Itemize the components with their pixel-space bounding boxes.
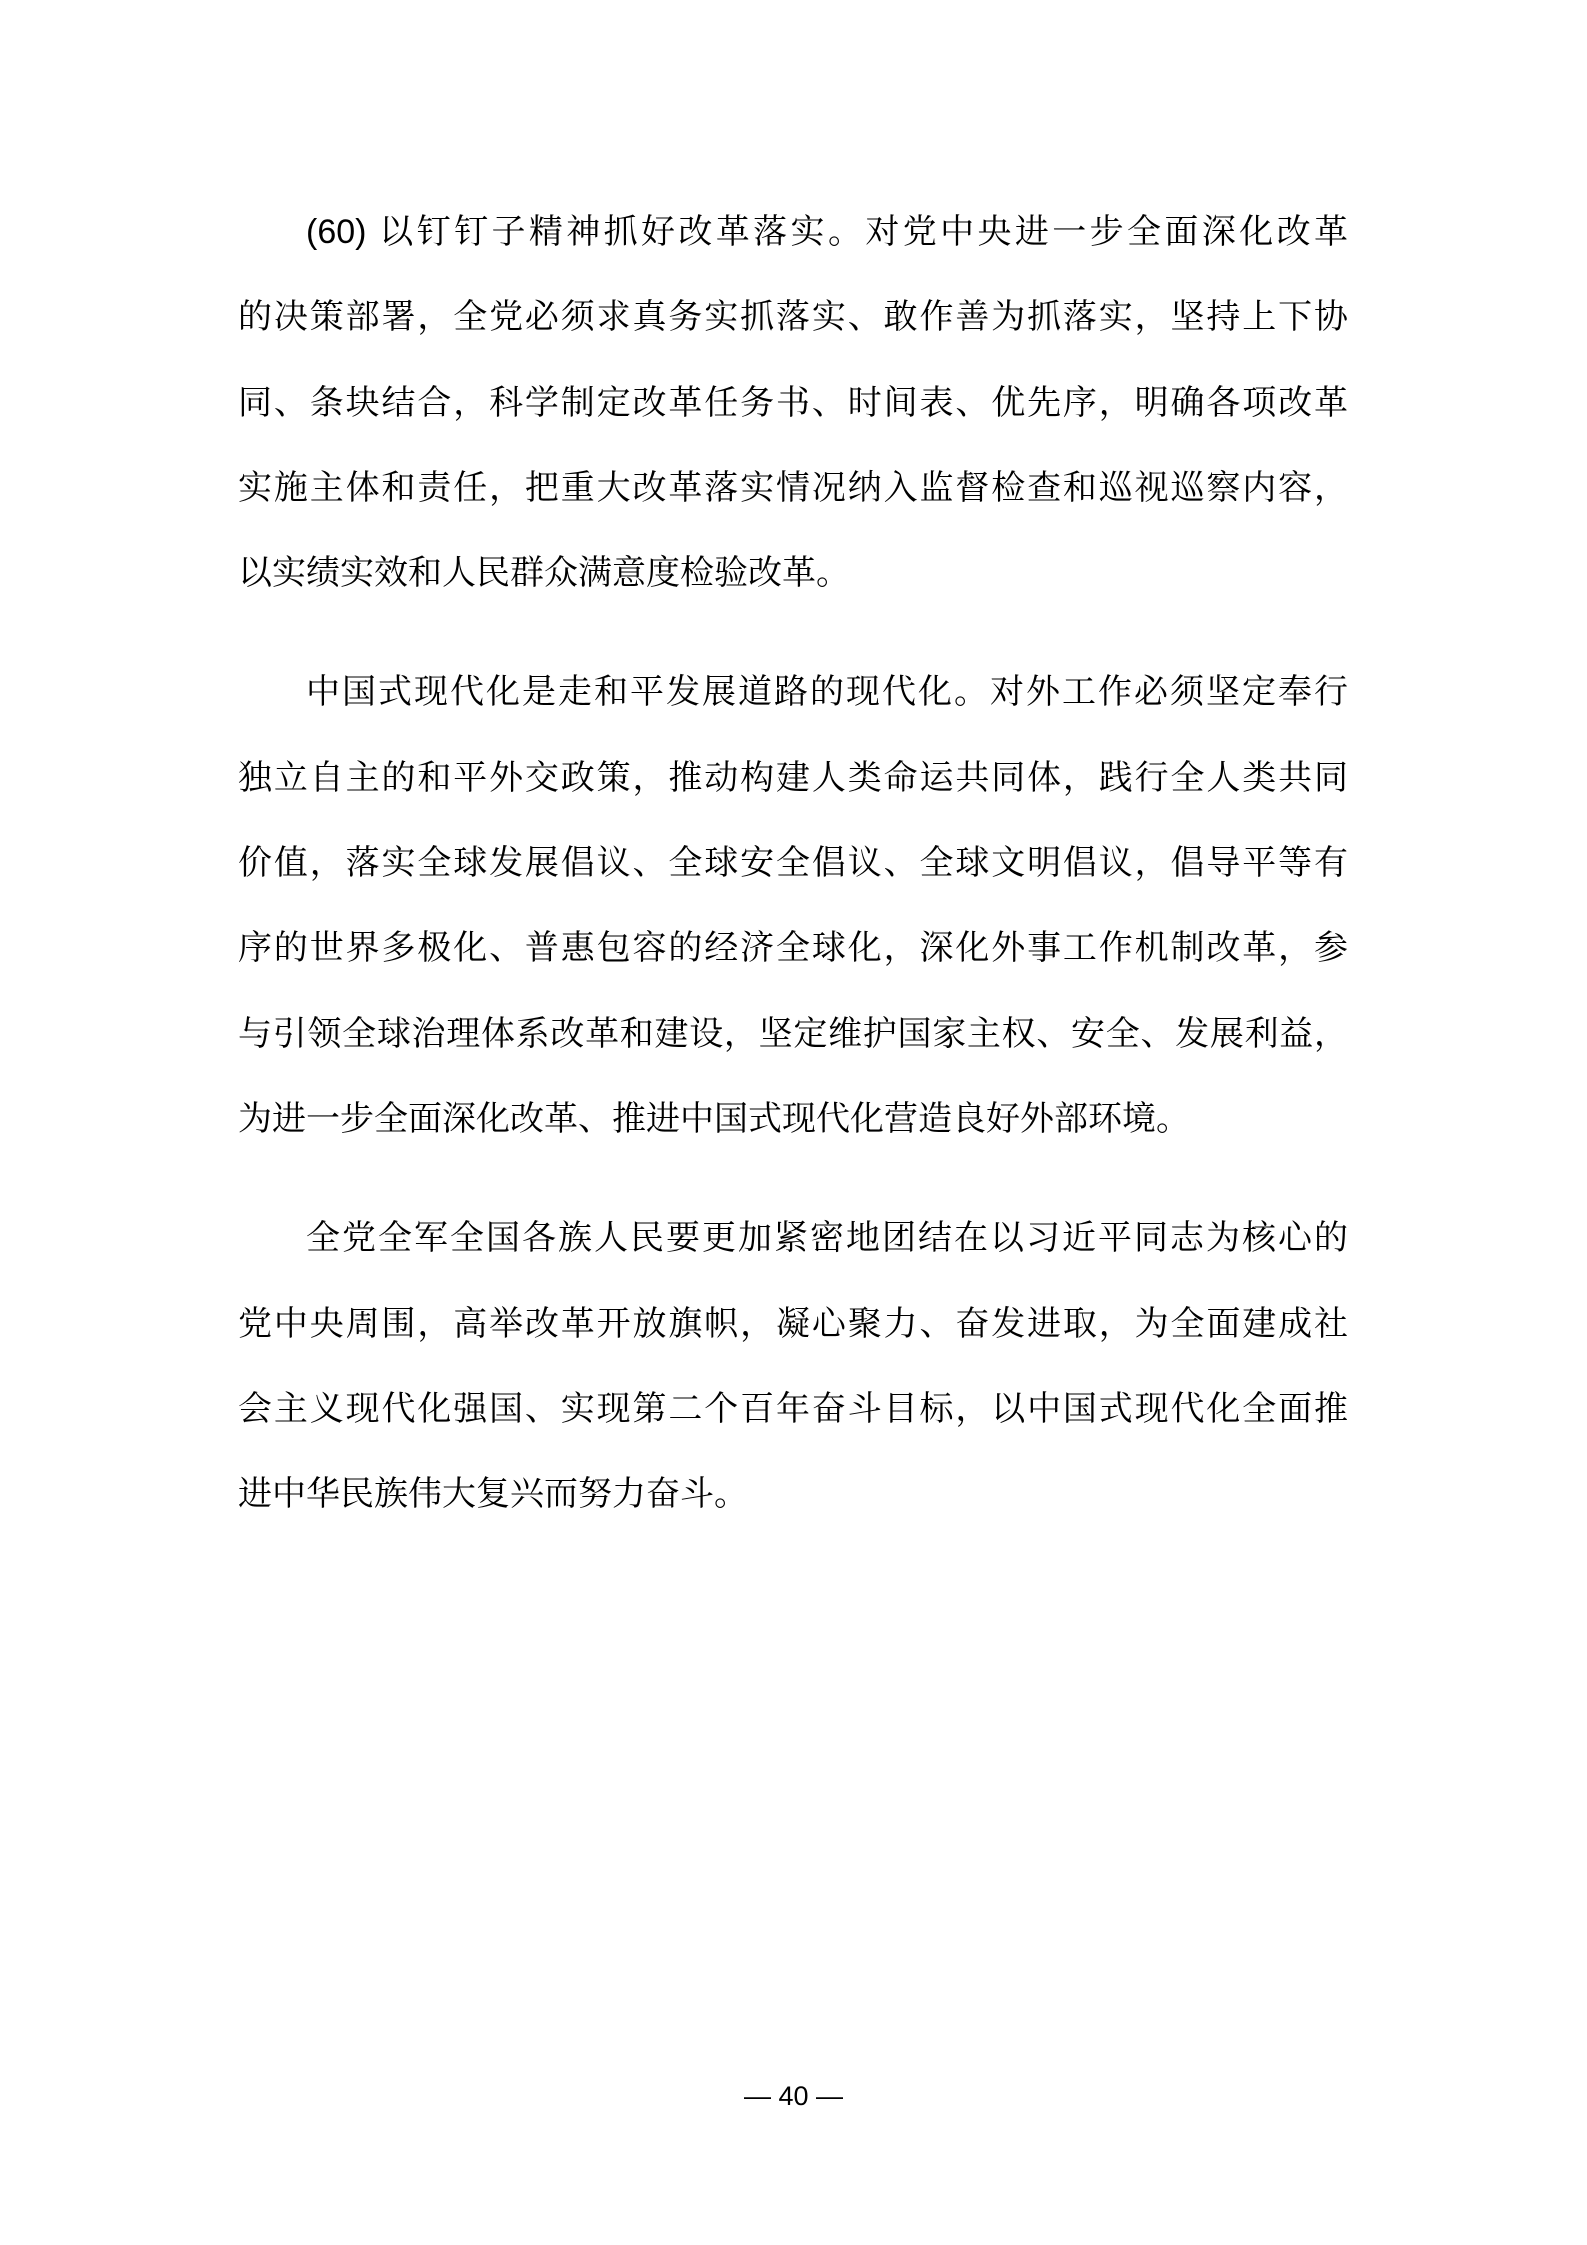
paragraph: [238, 1196, 1348, 1537]
text-line: 会主义现代化强国、实现第二个百年奋斗目标，以中国式现代化全面推: [238, 1389, 1348, 1428]
text-line: (60) 以钉钉子精神抓好改革落实。对党中央进一步全面深化改革: [306, 213, 1348, 251]
paragraph: [238, 190, 1348, 616]
text-line: 进中华民族伟大复兴而努力奋斗。: [238, 1475, 748, 1514]
paragraph: [238, 650, 1348, 1162]
text-line: 党中央周围，高举改革开放旗帜，凝心聚力、奋发进取，为全面建成社: [238, 1304, 1348, 1343]
text-line: 序的世界多极化、普惠包容的经济全球化，深化外事工作机制改革，参: [238, 929, 1348, 968]
text-line: 独立自主的和平外交政策，推动构建人类命运共同体，践行全人类共同: [238, 758, 1348, 797]
text-line: 同、条块结合，科学制定改革任务书、时间表、优先序，明确各项改革: [238, 383, 1348, 422]
page-number: — 40 —: [743, 2081, 844, 2111]
text-line: 全党全军全国各族人民要更加紧密地团结在以习近平同志为核心的: [306, 1219, 1348, 1258]
text-line: 中国式现代化是走和平发展道路的现代化。对外工作必须坚定奉行: [306, 673, 1348, 712]
text-line: 价值，落实全球发展倡议、全球安全倡议、全球文明倡议，倡导平等有: [238, 844, 1348, 883]
text-line: 的决策部署，全党必须求真务实抓落实、敢作善为抓落实，坚持上下协: [238, 298, 1348, 337]
document-body: [238, 190, 1348, 1571]
text-line: 与引领全球治理体系改革和建设，坚定维护国家主权、安全、发展利益，: [238, 1014, 1348, 1053]
text-line: 为进一步全面深化改革、推进中国式现代化营造良好外部环境。: [238, 1099, 1190, 1138]
text-line: 实施主体和责任，把重大改革落实情况纳入监督检查和巡视巡察内容，: [238, 468, 1348, 507]
text-line: 以实绩实效和人民群众满意度检验改革。: [238, 554, 850, 593]
